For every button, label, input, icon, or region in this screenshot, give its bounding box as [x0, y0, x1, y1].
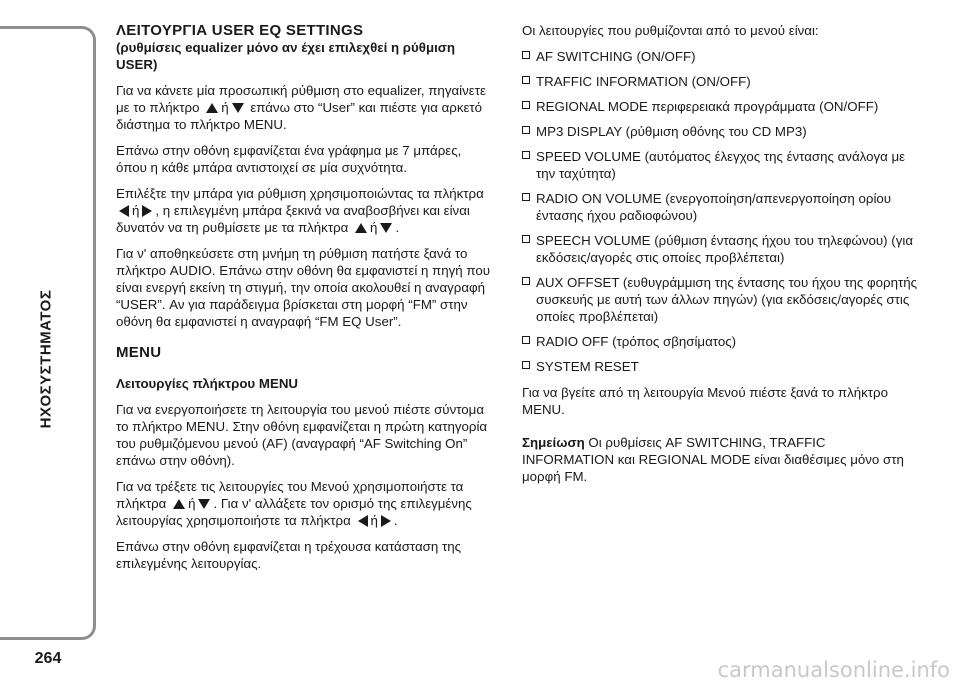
paragraph-user-eq-2: Επάνω στην οθόνη εμφανίζεται ένα γράφημα με 7 μπάρες, όπου η κάθε μπάρα αντιστοιχεί σε μία συχνότητα.	[116, 143, 462, 175]
arrow-right-icon	[142, 205, 152, 217]
page-number: 264	[34, 650, 62, 667]
list-item-text: SYSTEM RESET	[536, 359, 639, 374]
list-item-text: TRAFFIC INFORMATION (ON/OFF)	[536, 74, 751, 89]
paragraph-menu-2	[116, 478, 494, 529]
section-subheading-user-eq: (ρυθμίσεις equalizer μόνο αν έχει επιλεχθεί η ρύθμιση USER)	[116, 40, 455, 72]
arrow-left-icon	[358, 515, 368, 527]
list-item	[522, 190, 918, 224]
arrow-down-icon	[380, 223, 392, 233]
note-text: Οι ρυθμίσεις AF SWITCHING, TRAFFIC INFORMATION και REGIONAL MODE είναι διαθέσιμες μόνο στη μορφή FM.	[522, 435, 904, 484]
paragraph-text: ή	[188, 496, 196, 511]
paragraph-text: Για να κάνετε μία προσωπική ρύθμιση στο equalizer, πηγαίνετε με το πλήκτρο	[116, 83, 486, 115]
paragraph-text: επάνω στο “User” και πιέστε για αρκετό διάστημα το πλήκτρο MENU.	[116, 100, 483, 132]
paragraph-text: Επιλέξτε την μπάρα για ρύθμιση χρησιμοποιώντας τα πλήκτρα	[116, 186, 484, 201]
paragraph-text: .	[393, 513, 398, 528]
arrow-up-icon	[173, 499, 185, 509]
list-item-text: SPEECH VOLUME (ρύθμιση έντασης ήχου του τηλεφώνου) (για εκδόσεις/αγορές στις οποίες προβλέπεται)	[536, 233, 914, 265]
arrow-down-icon	[198, 499, 210, 509]
checkbox-icon	[522, 51, 530, 59]
paragraph-user-eq-4: Για ν' αποθηκεύσετε στη μνήμη τη ρύθμιση πατήστε ξανά το πλήκτρο AUDIO. Επάνω στην οθόνη θα εμφανιστεί η πηγή που είναι ενεργή εκείνη τη στιγμή, την οποία ακολουθεί η αναγραφή “USER”. Αν για παράδειγμα βρίσκεται στη μορφή “FM” στην οθόνη θα εμφανιστεί η αναγραφή “FM EQ User”.	[116, 246, 491, 329]
paragraph-user-eq-1	[116, 82, 494, 133]
list-item	[522, 148, 918, 182]
list-item	[522, 333, 918, 350]
list-item-text: AUX OFFSET (ευθυγράμμιση της έντασης του ήχου της φορητής συσκευής με αυτή των άλλων πηγών) (για εκδόσεις/αγορές στις οποίες προβλέπεται)	[536, 275, 918, 324]
checkbox-icon	[522, 126, 530, 134]
section-heading-user-eq: ΛΕΙΤΟΥΡΓΙΑ USER EQ SETTINGS	[116, 22, 364, 39]
list-item-text: RADIO ON VOLUME (ενεργοποίηση/απενεργοποίηση ορίου έντασης ήχου ραδιοφώνου)	[536, 191, 892, 223]
arrow-left-icon	[119, 205, 129, 217]
side-tab	[0, 26, 96, 640]
paragraph-text: .	[395, 220, 400, 235]
checkbox-icon	[522, 151, 530, 159]
menu-exit-text: Για να βγείτε από τη λειτουργία Μενού πιέστε ξανά το πλήκτρο MENU.	[522, 385, 888, 417]
list-item	[522, 73, 918, 90]
list-item-text: SPEED VOLUME (αυτόματος έλεγχος της έντασης ανάλογα με την ταχύτητα)	[536, 149, 906, 181]
checkbox-icon	[522, 277, 530, 285]
list-item	[522, 232, 918, 266]
list-item-text: REGIONAL MODE περιφερειακά προγράμματα (ON/OFF)	[536, 99, 879, 114]
paragraph-text: , η επιλεγμένη μπάρα ξεκινά να αναβοσβήνει και είναι δυνατόν να τη ρυθμίσετε με τα πλήκτρα	[116, 203, 470, 235]
note	[522, 434, 918, 485]
paragraph-text: ή	[221, 100, 229, 115]
list-item	[522, 98, 918, 115]
menu-functions-list	[522, 48, 918, 375]
subsection-title-menu-functions: Λειτουργίες πλήκτρου MENU	[116, 376, 299, 391]
checkbox-icon	[522, 235, 530, 243]
paragraph-text: ή	[370, 220, 378, 235]
section-title-menu: MENU	[116, 344, 162, 361]
side-tab-label: ΗΧΟΣΥΣΤΗΜΑΤΟΣ	[37, 289, 55, 429]
checkbox-icon	[522, 76, 530, 84]
paragraph-text: . Για ν' αλλάξετε τον ορισμό της επιλεγμένης λειτουργίας χρησιμοποιήστε τα πλήκτρα	[116, 496, 472, 528]
list-item-text: RADIO OFF (τρόπος σβησίματος)	[536, 334, 737, 349]
arrow-right-icon	[381, 515, 391, 527]
paragraph-menu-3: Επάνω στην οθόνη εμφανίζεται η τρέχουσα κατάσταση της επιλεγμένης λειτουργίας.	[116, 539, 462, 571]
right-column	[522, 22, 918, 494]
list-item-text: AF SWITCHING (ON/OFF)	[536, 49, 696, 64]
checkbox-icon	[522, 361, 530, 369]
paragraph-menu-1: Για να ενεργοποιήσετε τη λειτουργία του μενού πιέστε σύντομα το πλήκτρο MENU. Στην οθόνη εμφανίζεται η πρώτη κατηγορία του ρυθμιζόμενου μενού (AF) (αναγραφή “AF Switching On” επάνω στην οθόνη).	[116, 402, 488, 468]
list-item	[522, 358, 918, 375]
paragraph-user-eq-3	[116, 185, 494, 236]
checkbox-icon	[522, 193, 530, 201]
menu-intro: Οι λειτουργίες που ρυθμίζονται από το μενού είναι:	[522, 23, 819, 38]
note-label: Σημείωση	[522, 435, 585, 450]
paragraph-text: ή	[370, 513, 378, 528]
checkbox-icon	[522, 336, 530, 344]
arrow-up-icon	[355, 223, 367, 233]
list-item	[522, 123, 918, 140]
watermark: carmanualsonline.info	[717, 658, 950, 682]
list-item	[522, 48, 918, 65]
arrow-up-icon	[206, 103, 218, 113]
checkbox-icon	[522, 101, 530, 109]
list-item	[522, 274, 918, 325]
paragraph-text: Για να τρέξετε τις λειτουργίες του Μενού χρησιμοποιήστε τα πλήκτρα	[116, 479, 464, 511]
list-item-text: MP3 DISPLAY (ρύθμιση οθόνης του CD MP3)	[536, 124, 807, 139]
arrow-down-icon	[232, 103, 244, 113]
left-column	[116, 22, 494, 581]
paragraph-text: ή	[132, 203, 140, 218]
